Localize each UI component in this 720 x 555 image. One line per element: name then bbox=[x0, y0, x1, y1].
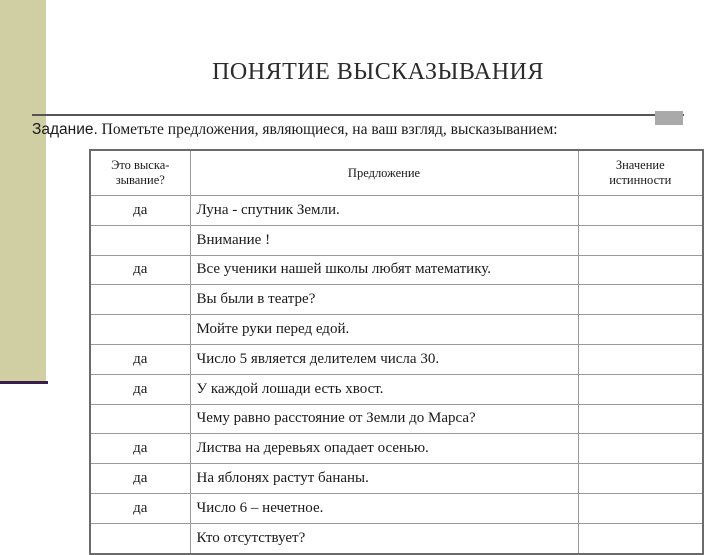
truth-value-cell[interactable] bbox=[578, 225, 703, 255]
answer-cell[interactable]: да bbox=[90, 344, 190, 374]
truth-value-cell[interactable] bbox=[578, 404, 703, 434]
table-row bbox=[90, 493, 703, 523]
decorative-side-bar-line bbox=[0, 381, 48, 384]
sentence-cell: Внимание ! bbox=[190, 225, 578, 255]
answer-cell[interactable] bbox=[90, 285, 190, 315]
truth-value-cell[interactable] bbox=[578, 464, 703, 494]
table-row bbox=[90, 434, 703, 464]
sentence-cell: Чему равно расстояние от Земли до Марса? bbox=[190, 404, 578, 434]
answer-cell[interactable]: да bbox=[90, 374, 190, 404]
truth-value-cell[interactable] bbox=[578, 493, 703, 523]
header-is-statement bbox=[90, 150, 190, 196]
answer-cell[interactable] bbox=[90, 404, 190, 434]
answer-cell[interactable]: да bbox=[90, 493, 190, 523]
sentence-cell: Луна - спутник Земли. bbox=[190, 196, 578, 226]
table-row bbox=[90, 315, 703, 345]
truth-value-cell[interactable] bbox=[578, 255, 703, 285]
header-truth-value bbox=[578, 150, 703, 196]
table-header-row bbox=[90, 150, 703, 196]
answer-cell[interactable]: да bbox=[90, 464, 190, 494]
truth-value-cell[interactable] bbox=[578, 315, 703, 345]
statements-table bbox=[89, 149, 704, 555]
sentence-cell: Листва на деревьях опадает осенью. bbox=[190, 434, 578, 464]
sentence-cell: Вы были в театре? bbox=[190, 285, 578, 315]
sentence-cell: Число 6 – нечетное. bbox=[190, 493, 578, 523]
table-row bbox=[90, 225, 703, 255]
header-truth-value-line1: Значение bbox=[615, 158, 665, 172]
answer-cell[interactable] bbox=[90, 315, 190, 345]
decorative-side-bar bbox=[0, 0, 46, 383]
sentence-cell: Кто отсутствует? bbox=[190, 523, 578, 553]
table-row bbox=[90, 196, 703, 226]
task-label: Задание. bbox=[32, 121, 98, 138]
table-row bbox=[90, 464, 703, 494]
header-is-statement-line1: Это выска- bbox=[111, 158, 170, 172]
truth-value-cell[interactable] bbox=[578, 374, 703, 404]
answer-cell[interactable] bbox=[90, 523, 190, 553]
truth-value-cell[interactable] bbox=[578, 196, 703, 226]
slide-title: ПОНЯТИЕ ВЫСКАЗЫВАНИЯ bbox=[212, 59, 544, 85]
truth-value-cell[interactable] bbox=[578, 344, 703, 374]
table-row bbox=[90, 344, 703, 374]
sentence-cell: Число 5 является делителем числа 30. bbox=[190, 344, 578, 374]
answer-cell[interactable]: да bbox=[90, 196, 190, 226]
table-row bbox=[90, 255, 703, 285]
table-row bbox=[90, 523, 703, 553]
answer-cell[interactable] bbox=[90, 225, 190, 255]
task-text: Пометьте предложения, являющиеся, на ваш взгляд, высказыванием: bbox=[97, 121, 558, 138]
truth-value-cell[interactable] bbox=[578, 523, 703, 553]
header-is-statement-line2: зывание? bbox=[115, 173, 165, 187]
table-row bbox=[90, 404, 703, 434]
title-divider bbox=[32, 114, 684, 116]
sentence-cell: Мойте руки перед едой. bbox=[190, 315, 578, 345]
table-row bbox=[90, 285, 703, 315]
header-sentence: Предложение bbox=[190, 150, 578, 196]
header-truth-value-line2: истинности bbox=[609, 173, 672, 187]
answer-cell[interactable]: да bbox=[90, 434, 190, 464]
sentence-cell: На яблонях растут бананы. bbox=[190, 464, 578, 494]
truth-value-cell[interactable] bbox=[578, 285, 703, 315]
task-instruction bbox=[32, 121, 712, 139]
answer-cell[interactable]: да bbox=[90, 255, 190, 285]
sentence-cell: Все ученики нашей школы любят математику. bbox=[190, 255, 578, 285]
table-row bbox=[90, 374, 703, 404]
sentence-cell: У каждой лошади есть хвост. bbox=[190, 374, 578, 404]
truth-value-cell[interactable] bbox=[578, 434, 703, 464]
